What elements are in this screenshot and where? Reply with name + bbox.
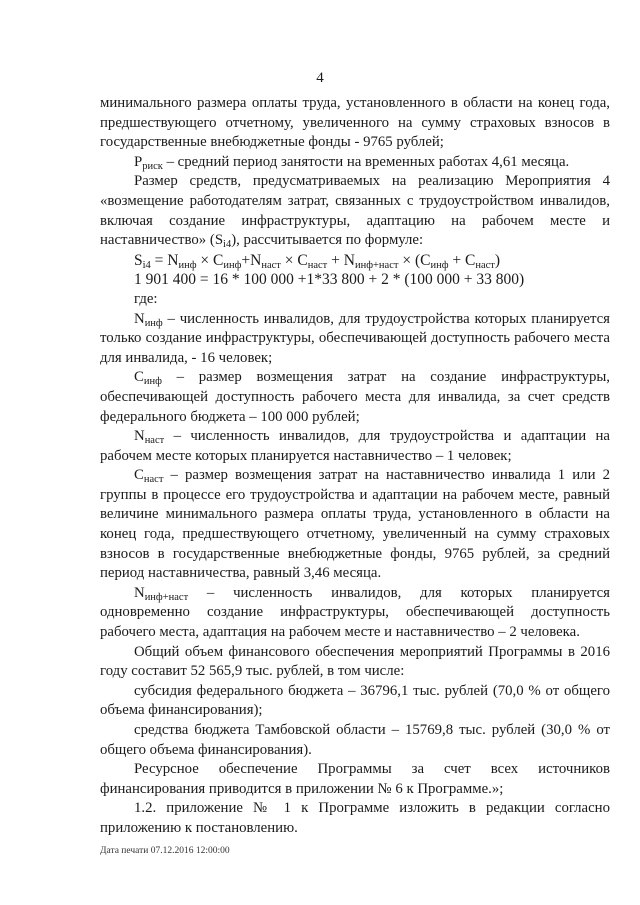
formula-s-i4 <box>100 251 610 271</box>
formula-part: +N <box>241 251 262 269</box>
formula-part: = N <box>150 251 179 269</box>
definition-c-nast <box>100 466 610 584</box>
document-body <box>100 94 610 839</box>
definition-c-inf <box>100 368 610 427</box>
formula-sub: наст <box>475 259 495 271</box>
paragraph-text: Размер средств, предусматриваемых на реализацию Мероприятия 4 «возмещение работодателям затрат, связанных с трудоустройством инвалидов, включая создание инфраструктуры, адаптацию на рабочем месте и наставничество» (S <box>100 173 610 249</box>
formula-part: × (C <box>398 251 431 269</box>
definition-p-risk <box>100 153 610 173</box>
paragraph-regional-budget: средства бюджета Тамбовской области – 15769,8 тыс. рублей (30,0 % от общего объема финансирования). <box>100 722 610 758</box>
formula-part: S <box>134 251 143 269</box>
paragraph-total-funding: Общий объем финансового обеспечения мероприятий Программы в 2016 году составит 52 565,9 тыс. рублей, в том числе: <box>100 643 610 680</box>
paragraph-tail: ), рассчитывается по формуле: <box>231 232 424 249</box>
formula-sub: инф+наст <box>354 259 399 271</box>
paragraph-mrot-continuation: минимального размера оплаты труда, установленного в области на конец года, предшествующего отчетному, увеличенного на сумму страховых взносов в государственные внебюджетные фонды - 9765 рублей; <box>100 95 610 151</box>
formula-part: × C <box>280 251 308 269</box>
page-number: 4 <box>316 70 324 86</box>
paragraph-measure-4 <box>100 172 610 250</box>
subscript-nast: наст <box>143 474 164 486</box>
paragraph-item-1-2: 1.2. приложение № 1 к Программе изложить в редакции согласно приложению к постановлению. <box>100 800 610 836</box>
subscript-inf: инф <box>144 317 163 329</box>
subscript-risk: риск <box>142 160 163 172</box>
subscript-inf-nast: инф+наст <box>144 591 189 603</box>
symbol-n: N <box>134 428 145 445</box>
definition-n-inf-nast <box>100 584 610 643</box>
definition-text: – численность инвалидов, для трудоустройства и адаптации на рабочем месте которых планируется наставничество – 1 человек; <box>100 428 610 464</box>
formula-sub: наст <box>261 259 281 271</box>
symbol-p: P <box>134 153 143 170</box>
formula-part: + N <box>327 251 355 269</box>
formula-sub: i4 <box>142 259 151 271</box>
formula-sub: инф <box>430 259 449 271</box>
formula-part: × C <box>196 251 224 269</box>
symbol-n: N <box>134 310 145 327</box>
formula-part: ) <box>494 251 501 269</box>
subscript-inf: инф <box>143 376 162 388</box>
definition-n-inf <box>100 310 610 369</box>
definition-text: – размер возмещения затрат на создание инфраструктуры, обеспечивающей доступность рабочего места для инвалида, за счет средств федерального бюджета – 100 000 рублей; <box>100 369 610 425</box>
print-date-footer: Дата печати 07.12.2016 12:00:00 <box>100 846 230 856</box>
subscript-i4: i4 <box>223 239 232 251</box>
definition-text: – средний период занятости на временных работах 4,61 месяца. <box>162 153 570 170</box>
paragraph-federal-subsidy: субсидия федерального бюджета – 36796,1 тыс. рублей (70,0 % от общего объема финансирования); <box>100 682 610 719</box>
definition-text: – численность инвалидов, для трудоустройства которых планируется только создание инфраструктуры, обеспечивающей доступность рабочего места для инвалида, - 16 человек; <box>100 310 610 366</box>
formula-sub: наст <box>307 259 328 271</box>
symbol-n: N <box>134 584 145 601</box>
formula-values: 1 901 400 = 16 * 100 000 +1*33 800 + 2 * (100 000 + 33 800) <box>134 271 525 289</box>
definition-n-nast <box>100 427 610 466</box>
symbol-c: C <box>134 467 144 484</box>
formula-part: + C <box>448 251 476 269</box>
where-label: где: <box>134 290 158 307</box>
definition-text: – численность инвалидов, для которых планируется одновременно создание инфраструктуры, обеспечивающей доступность рабочего места, адаптация на рабочем месте и наставничество – 2 человека. <box>100 584 610 641</box>
subscript-nast: наст <box>144 435 165 447</box>
formula-sub: инф <box>178 259 197 271</box>
paragraph-resource-provision: Ресурсное обеспечение Программы за счет всех источников финансирования приводится в приложении № 6 к Программе.»; <box>100 761 610 797</box>
formula-sub: инф <box>223 259 242 271</box>
definition-text: – размер возмещения затрат на наставничество инвалида 1 или 2 группы в процессе его трудоустройства и адаптации на рабочем месте, равный величине минимального размера оплаты труда, установленного в области на конец года, предшествующего отчетному, увеличенный на сумму страховых взносов в государственные внебюджетные фонды, 9765 рублей, за средний период наставничества, равный 3,46 месяца. <box>100 467 610 582</box>
symbol-c: C <box>134 369 144 386</box>
